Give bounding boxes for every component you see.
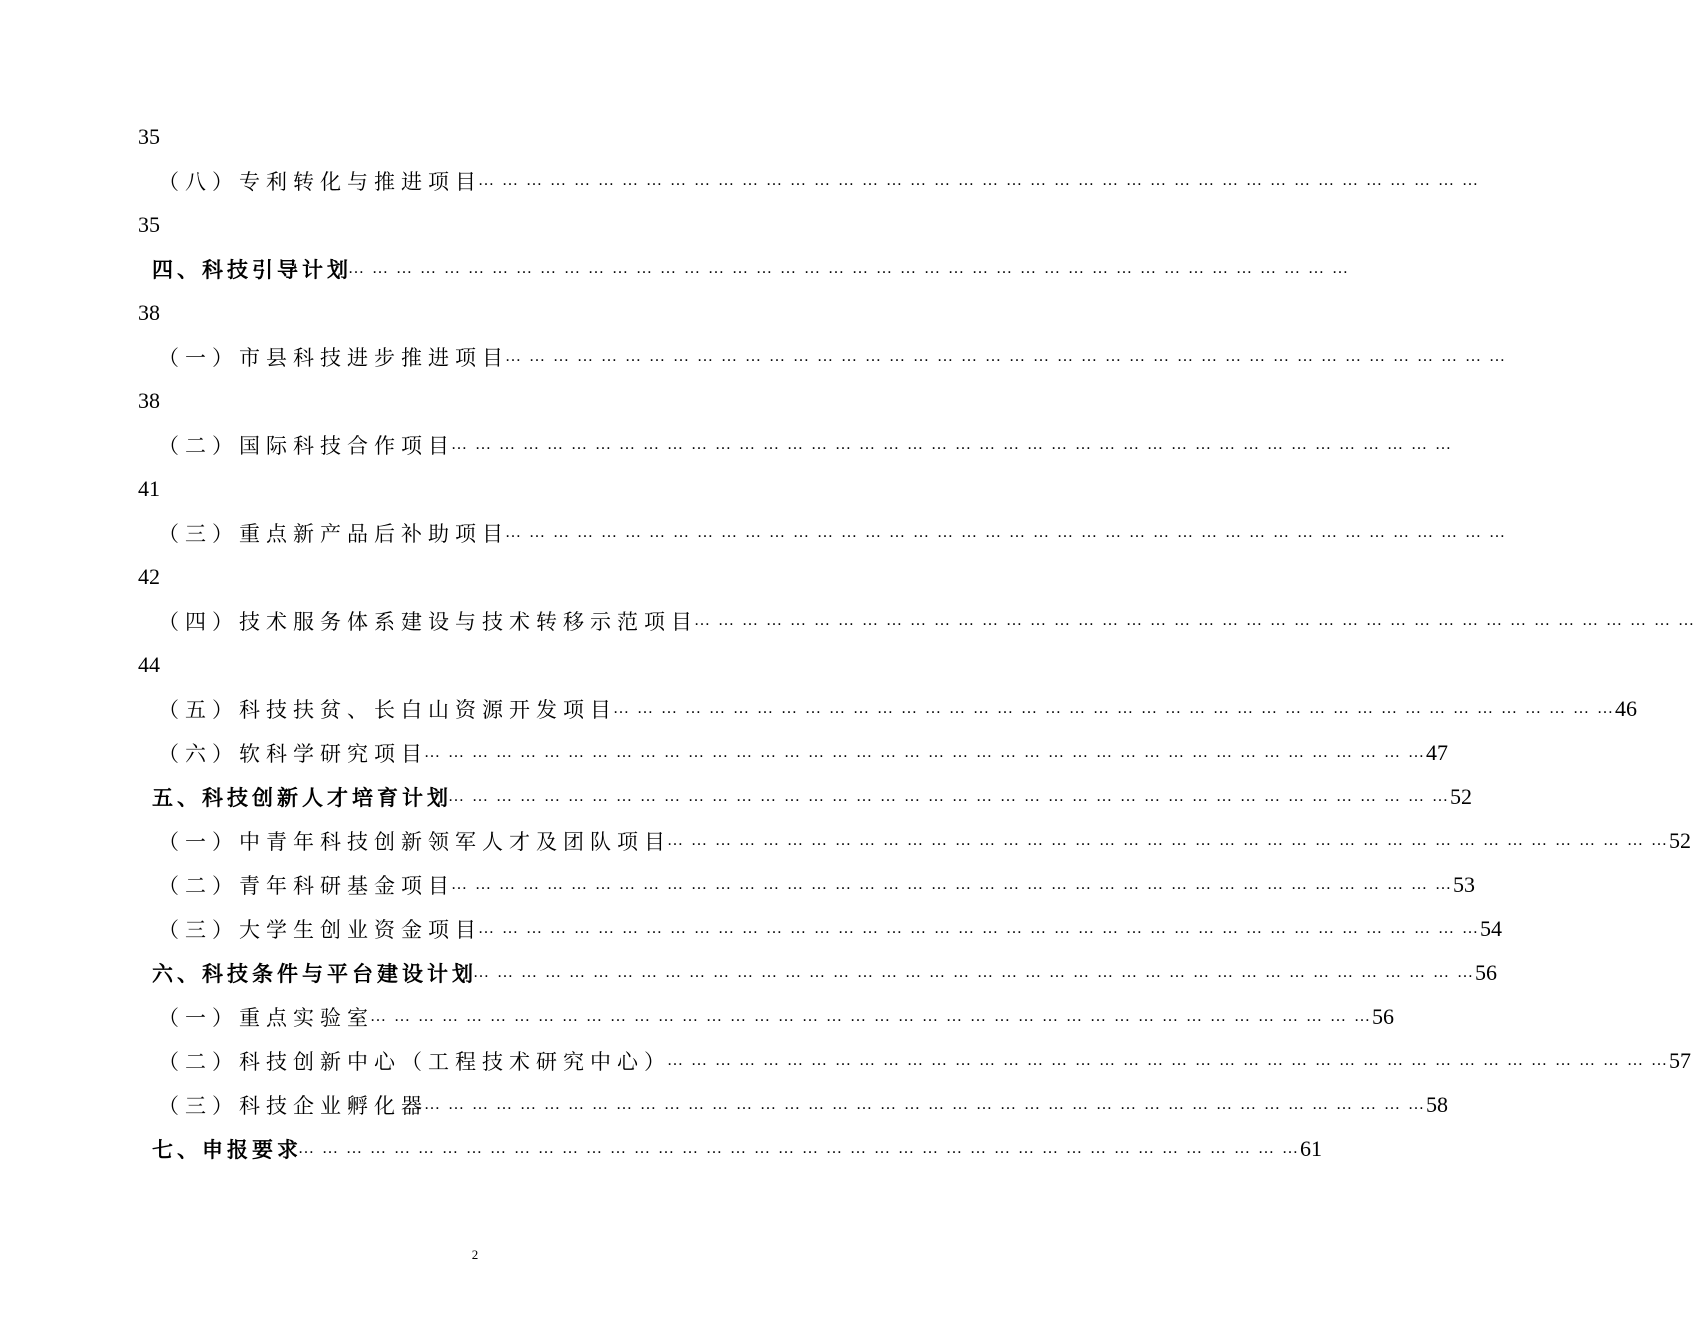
toc-entry-page: 47	[1426, 740, 1448, 765]
toc-entry-title: （八）专利转化与推进项目	[158, 170, 482, 194]
toc-dot-leader: … … … … … … … … … … … … … … … … … … … … … … … … … … … … … … … … … … … … … … … … … …	[478, 172, 1480, 189]
toc-subsection-entry	[138, 995, 1394, 1039]
toc-entry-title: （二）科技创新中心（工程技术研究中心）	[158, 1050, 671, 1074]
toc-subsection-entry	[138, 599, 1696, 643]
toc-entry-page: 54	[1480, 916, 1502, 941]
toc-dot-leader: … … … … … … … … … … … … … … … … … … … … … … … … … … … … … … … … … … … … … … … … … …	[667, 1052, 1669, 1069]
toc-section-entry	[138, 951, 1497, 995]
toc-page-number: 35	[138, 124, 160, 149]
toc-subsection-entry	[138, 907, 1502, 951]
toc-page-number: 44	[138, 652, 160, 677]
toc-page-number: 38	[138, 300, 160, 325]
toc-dot-leader: … … … … … … … … … … … … … … … … … … … … … … … … … … … … … … … … … … … … … … … … … …	[451, 876, 1453, 893]
toc-entry-title: （六）软科学研究项目	[158, 742, 428, 766]
toc-dot-leader: … … … … … … … … … … … … … … … … … … … … … … … … … … … … … … … … … … … … … … … … … …	[448, 788, 1450, 805]
toc-page-number: 38	[138, 388, 160, 413]
toc-dot-leader: … … … … … … … … … … … … … … … … … … … … … … … … … … … … … … … … … … … … … … … … … …	[348, 260, 1350, 277]
page-number: 2	[471, 1247, 479, 1262]
toc-dot-leader: … … … … … … … … … … … … … … … … … … … … … … … … … … … … … … … … … … … … … … … … … …	[424, 744, 1426, 761]
toc-dot-leader: … … … … … … … … … … … … … … … … … … … … … … … … … … … … … … … … … … … … … … … … … …	[478, 920, 1480, 937]
toc-entry-title: 四、科技引导计划	[152, 258, 352, 282]
toc-entry-title: 六、科技条件与平台建设计划	[152, 962, 477, 986]
toc-page-number: 35	[138, 212, 160, 237]
toc-page-number: 41	[138, 476, 160, 501]
toc-dot-leader: … … … … … … … … … … … … … … … … … … … … … … … … … … … … … … … … … … … … … … … … … …	[505, 348, 1507, 365]
toc-entry-page: 58	[1426, 1092, 1448, 1117]
toc-subsection-entry	[138, 423, 1453, 467]
toc-entry-title: （三）重点新产品后补助项目	[158, 522, 509, 546]
toc-dot-leader: … … … … … … … … … … … … … … … … … … … … … … … … … … … … … … … … … … … … … … … … … …	[451, 436, 1453, 453]
toc-entry-page: 61	[1300, 1136, 1322, 1161]
toc-entry-title: 五、科技创新人才培育计划	[152, 786, 452, 810]
toc-subsection-entry	[138, 511, 1507, 555]
toc-entry-title: （三）科技企业孵化器	[158, 1094, 428, 1118]
toc-dot-leader: … … … … … … … … … … … … … … … … … … … … … … … … … … … … … … … … … … … … … … … … … …	[694, 612, 1696, 629]
toc-subsection-entry	[138, 1083, 1448, 1127]
toc-entry-page: 56	[1372, 1004, 1394, 1029]
toc-subsection-entry	[138, 731, 1448, 775]
toc-subsection-entry	[138, 819, 1691, 863]
toc-entry-title: （五）科技扶贫、长白山资源开发项目	[158, 698, 617, 722]
toc-subsection-entry	[138, 863, 1475, 907]
table-of-contents	[138, 115, 1696, 1171]
toc-entry-page: 52	[1450, 784, 1472, 809]
toc-page-number: 42	[138, 564, 160, 589]
toc-dot-leader: … … … … … … … … … … … … … … … … … … … … … … … … … … … … … … … … … … … … … … … … … …	[424, 1096, 1426, 1113]
toc-entry-title: （一）重点实验室	[158, 1006, 374, 1030]
toc-dot-leader: … … … … … … … … … … … … … … … … … … … … … … … … … … … … … … … … … … … … … … … … … …	[298, 1140, 1300, 1157]
toc-subsection-entry	[138, 687, 1637, 731]
toc-entry-title: （四）技术服务体系建设与技术转移示范项目	[158, 610, 698, 634]
toc-dot-leader: … … … … … … … … … … … … … … … … … … … … … … … … … … … … … … … … … … … … … … … … … …	[473, 964, 1475, 981]
toc-section-entry	[138, 1127, 1322, 1171]
toc-entry-title: （三）大学生创业资金项目	[158, 918, 482, 942]
toc-entry-page: 46	[1615, 696, 1637, 721]
toc-entry-title: （一）中青年科技创新领军人才及团队项目	[158, 830, 671, 854]
toc-section-entry	[138, 247, 1350, 291]
toc-entry-title: （二）国际科技合作项目	[158, 434, 455, 458]
toc-dot-leader: … … … … … … … … … … … … … … … … … … … … … … … … … … … … … … … … … … … … … … … … … …	[667, 832, 1669, 849]
toc-dot-leader: … … … … … … … … … … … … … … … … … … … … … … … … … … … … … … … … … … … … … … … … … …	[370, 1008, 1372, 1025]
toc-entry-title: 七、申报要求	[152, 1138, 302, 1162]
toc-entry-page: 52	[1669, 828, 1691, 853]
toc-subsection-entry	[138, 335, 1507, 379]
toc-entry-title: （一）市县科技进步推进项目	[158, 346, 509, 370]
toc-subsection-entry	[138, 1039, 1691, 1083]
toc-subsection-entry	[138, 159, 1480, 203]
toc-entry-title: （二）青年科研基金项目	[158, 874, 455, 898]
toc-entry-page: 53	[1453, 872, 1475, 897]
toc-section-entry	[138, 775, 1472, 819]
toc-dot-leader: … … … … … … … … … … … … … … … … … … … … … … … … … … … … … … … … … … … … … … … … … …	[613, 700, 1615, 717]
toc-entry-page: 56	[1475, 960, 1497, 985]
toc-dot-leader: … … … … … … … … … … … … … … … … … … … … … … … … … … … … … … … … … … … … … … … … … …	[505, 524, 1507, 541]
toc-entry-page: 57	[1669, 1048, 1691, 1073]
